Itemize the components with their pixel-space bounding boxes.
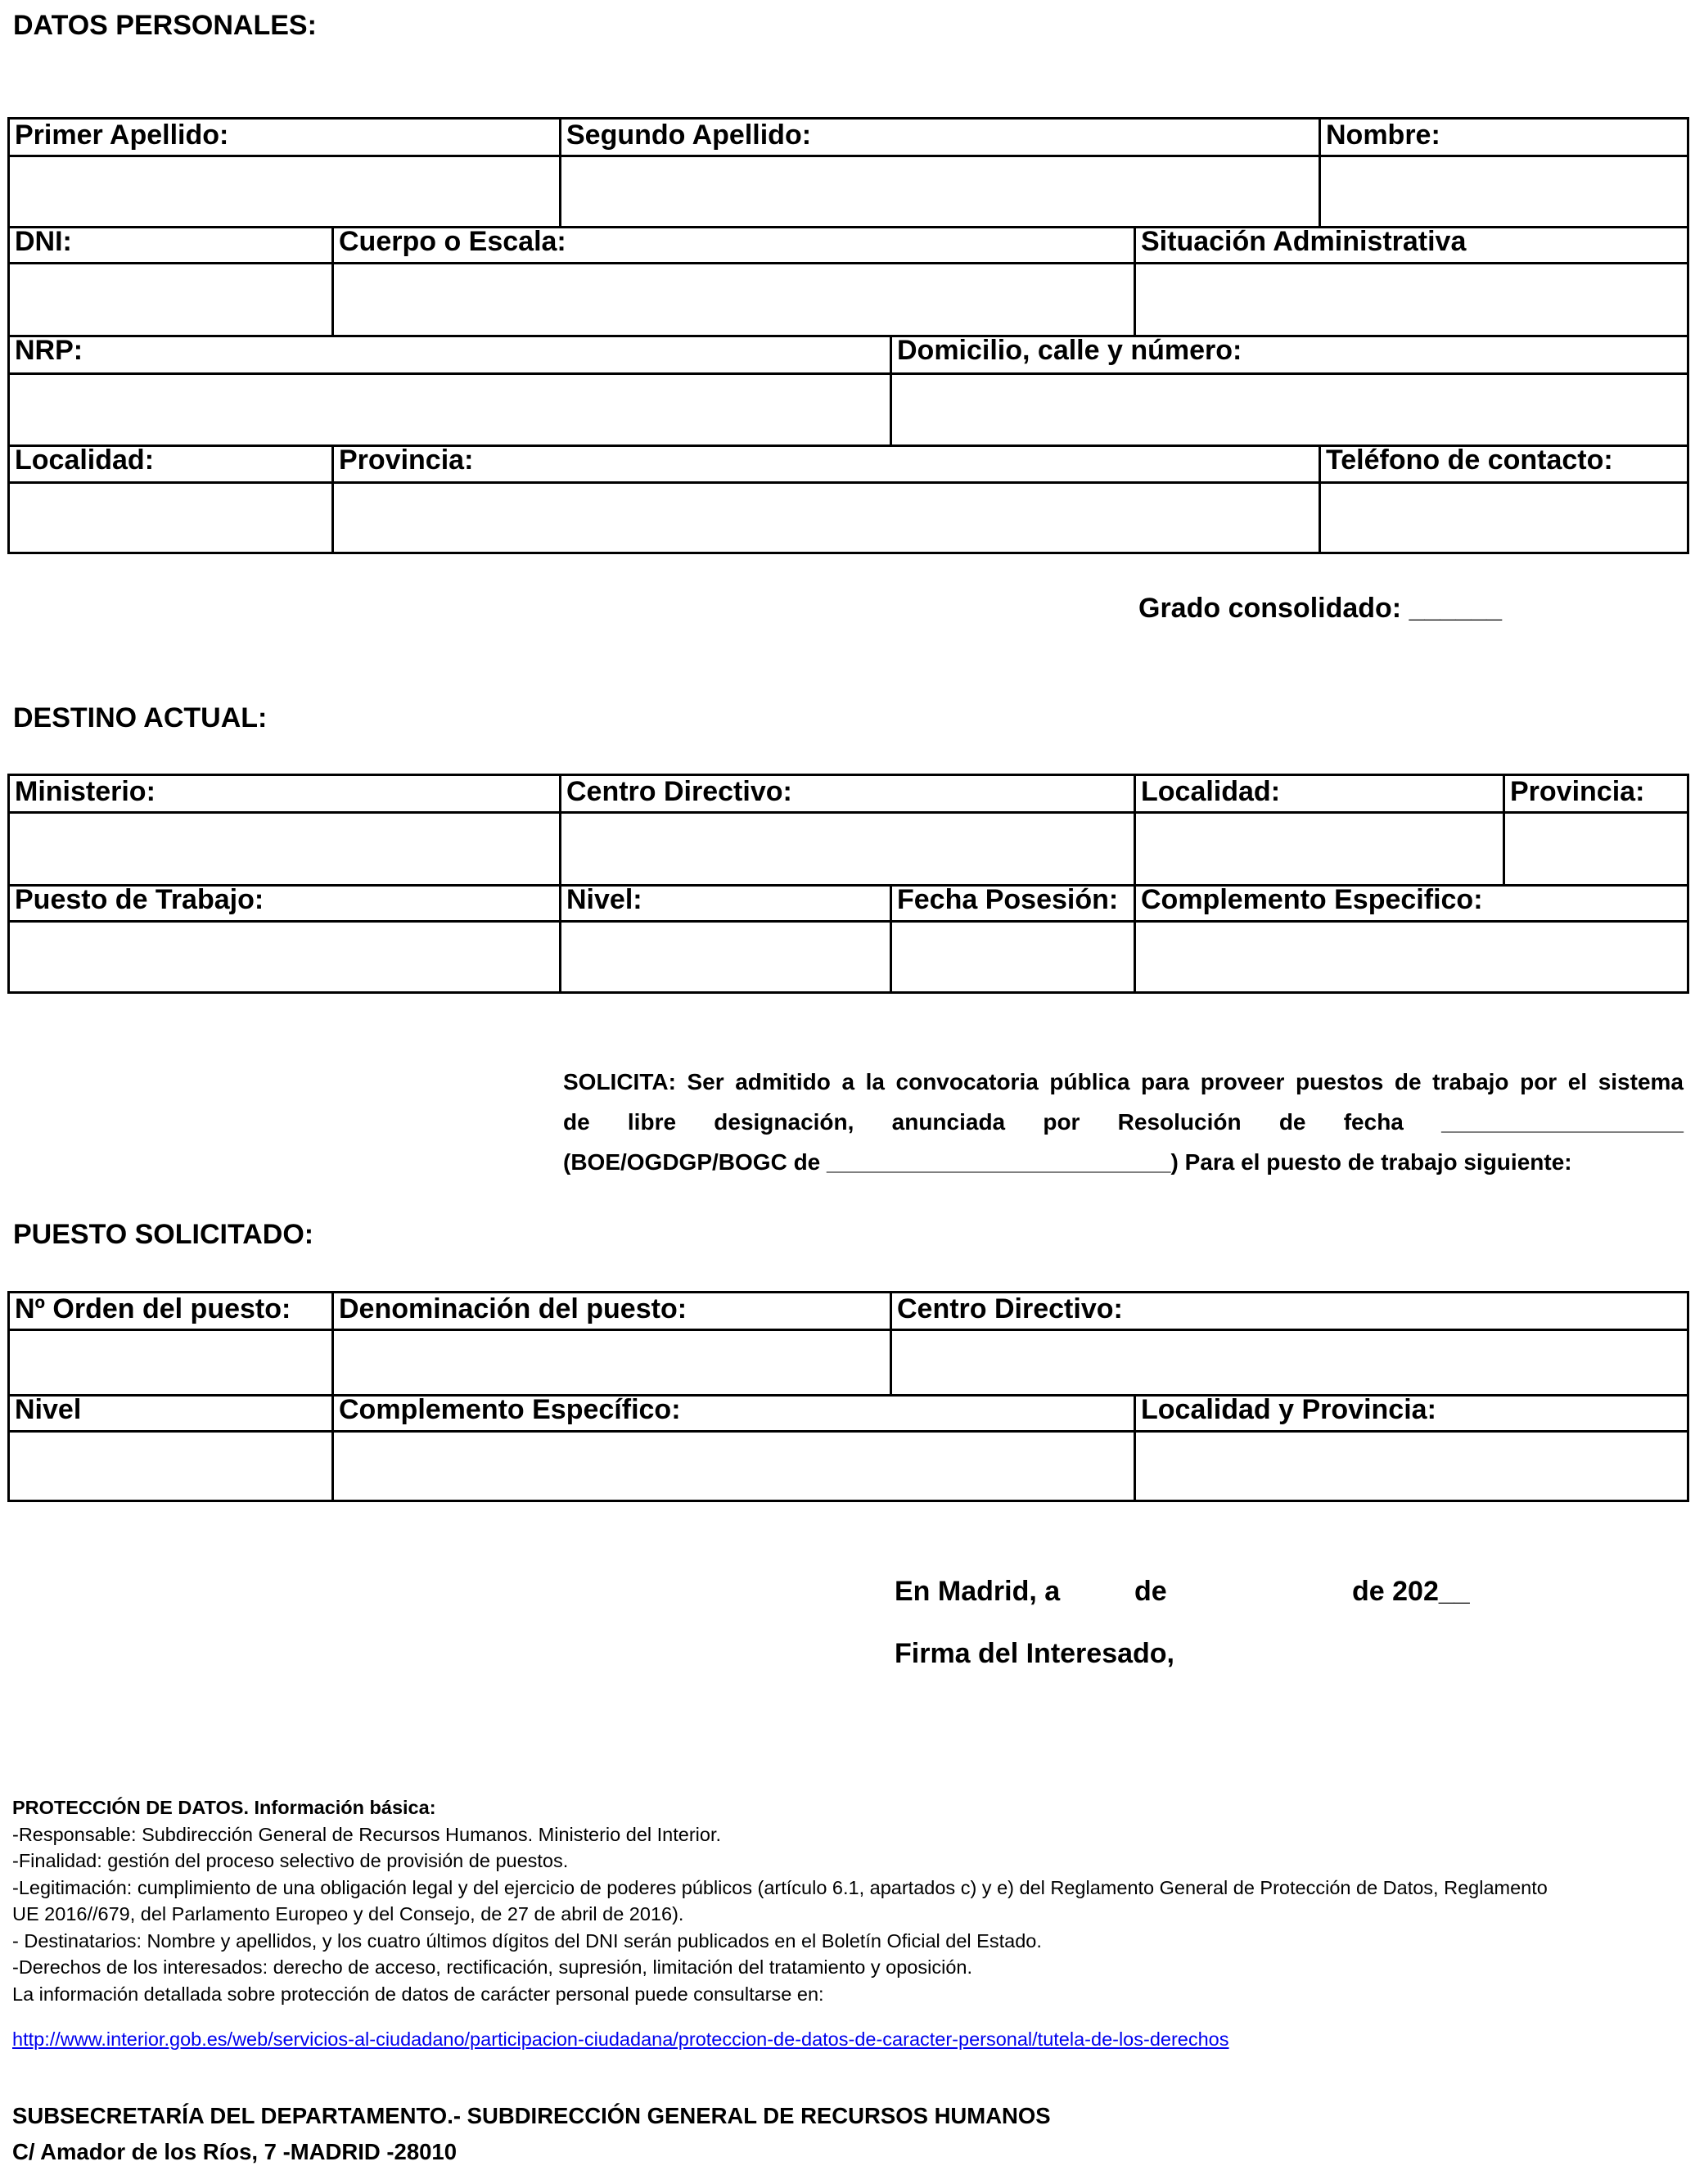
label-localidad-destino: Localidad:	[1141, 776, 1281, 807]
label-denominacion: Denominación del puesto:	[339, 1293, 687, 1324]
field-telefono[interactable]	[1319, 481, 1687, 552]
label-ministerio: Ministerio:	[15, 776, 156, 807]
solicita-line-2	[563, 1102, 1684, 1142]
label-centro-directivo: Centro Directivo:	[566, 776, 792, 807]
field-ministerio[interactable]	[10, 811, 561, 884]
label-telefono: Teléfono de contacto:	[1326, 444, 1613, 476]
en-madrid: En Madrid, a	[895, 1576, 1061, 1607]
label-segundo-apellido: Segundo Apellido:	[566, 120, 812, 151]
field-situacion-administrativa[interactable]	[1134, 262, 1687, 335]
field-centro-directivo[interactable]	[559, 811, 1136, 884]
field-provincia[interactable]	[331, 481, 1321, 552]
label-localidad: Localidad:	[15, 444, 155, 476]
field-domicilio[interactable]	[890, 372, 1687, 444]
label-dni: DNI:	[15, 226, 72, 257]
privacy-line: -Legitimación: cumplimiento de una obligación legal y del ejercicio de poderes públicos (artículo 6.1, apartados c) y e) del Reglamento General de Protección de Datos, Reglamento	[12, 1876, 1548, 1898]
firma-interesado: Firma del Interesado,	[895, 1638, 1174, 1669]
solicita-paragraph	[563, 1062, 1684, 1182]
field-localidad[interactable]	[10, 481, 334, 552]
word: por	[1043, 1109, 1080, 1135]
field-dni[interactable]	[10, 262, 334, 335]
label-cuerpo-escala: Cuerpo o Escala:	[339, 226, 566, 257]
label-provincia: Provincia:	[339, 444, 474, 476]
label-domicilio: Domicilio, calle y número:	[897, 335, 1242, 366]
label-nrp: NRP:	[15, 335, 83, 366]
field-segundo-apellido[interactable]	[559, 155, 1329, 226]
label-provincia-destino: Provincia:	[1510, 776, 1645, 807]
field-nivel-puesto[interactable]	[10, 1430, 334, 1500]
privacy-line: -Derechos de los interesados: derecho de acceso, rectificación, supresión, limitación del tratamiento y oposición.	[12, 1956, 972, 1978]
label-nombre: Nombre:	[1326, 120, 1440, 151]
privacy-line: - Destinatarios: Nombre y apellidos, y los cuatro últimos dígitos del DNI serán publicados en el Boletín Oficial del Estado.	[12, 1929, 1042, 1952]
label-puesto-trabajo: Puesto de Trabajo:	[15, 884, 264, 915]
word: de	[563, 1109, 590, 1135]
label-nivel: Nivel:	[566, 884, 642, 915]
privacy-line: -Responsable: Subdirección General de Recursos Humanos. Ministerio del Interior.	[12, 1823, 722, 1845]
label-primer-apellido: Primer Apellido:	[15, 120, 229, 151]
puesto-solicitado-table	[7, 1291, 1689, 1502]
field-fecha-posesion[interactable]	[890, 920, 1136, 991]
destino-table	[7, 774, 1689, 994]
word: anunciada	[891, 1109, 1006, 1135]
privacy-link[interactable]: http://www.interior.gob.es/web/servicios-al-ciudadano/participacion-ciudadana/proteccion-de-datos-de-caracter-personal/tutela-de-los-derechos	[12, 2028, 1229, 2050]
field-provincia-destino[interactable]	[1503, 811, 1687, 884]
label-localidad-provincia: Localidad y Provincia:	[1141, 1394, 1436, 1425]
field-primer-apellido[interactable]	[10, 155, 561, 226]
field-nrp[interactable]	[10, 372, 892, 444]
word: libre	[627, 1109, 677, 1135]
solicita-line-3: (BOE/OGDGP/BOGC de ___________________________) Para el puesto de trabajo siguiente:	[563, 1149, 1572, 1175]
word: fecha	[1343, 1109, 1404, 1135]
grado-consolidado: Grado consolidado: ______	[1138, 593, 1503, 624]
field-complemento-especifico[interactable]	[1134, 920, 1687, 991]
label-nivel-puesto: Nivel	[15, 1394, 82, 1425]
word: designación,	[714, 1109, 854, 1135]
label-complemento-puesto: Complemento Específico:	[339, 1394, 681, 1425]
footer-address: C/ Amador de los Ríos, 7 -MADRID -28010	[12, 2139, 457, 2164]
date-de-1: de	[1134, 1576, 1167, 1607]
label-fecha-posesion: Fecha Posesión:	[897, 884, 1119, 915]
section-title-destino: DESTINO ACTUAL:	[13, 702, 268, 733]
fecha-blank: ___________________	[1441, 1109, 1684, 1135]
label-centro-directivo-puesto: Centro Directivo:	[897, 1293, 1123, 1324]
field-centro-directivo-puesto[interactable]	[890, 1329, 1687, 1394]
field-complemento-puesto[interactable]	[331, 1430, 1136, 1500]
section-title-puesto: PUESTO SOLICITADO:	[13, 1219, 314, 1250]
field-denominacion[interactable]	[331, 1329, 892, 1394]
word: Resolución	[1117, 1109, 1242, 1135]
date-de-year: de 202__	[1352, 1576, 1470, 1607]
section-title-personal: DATOS PERSONALES:	[13, 10, 317, 41]
field-cuerpo-escala[interactable]	[331, 262, 1134, 335]
label-situacion-administrativa: Situación Administrativa	[1141, 226, 1467, 257]
field-nivel[interactable]	[559, 920, 892, 991]
label-complemento-especifico: Complemento Especifico:	[1141, 884, 1483, 915]
field-puesto-trabajo[interactable]	[10, 920, 561, 991]
field-nombre[interactable]	[1319, 155, 1687, 226]
personal-data-table	[7, 117, 1689, 554]
privacy-notice	[12, 1794, 1548, 2007]
privacy-line: -Finalidad: gestión del proceso selectivo de provisión de puestos.	[12, 1850, 569, 1871]
label-orden-puesto: Nº Orden del puesto:	[15, 1293, 291, 1324]
privacy-line: La información detallada sobre protección de datos de carácter personal puede consultarse en:	[12, 1983, 824, 2005]
field-orden-puesto[interactable]	[10, 1329, 334, 1394]
field-localidad-provincia[interactable]	[1134, 1430, 1687, 1500]
solicita-line-1: SOLICITA: Ser admitido a la convocatoria pública para proveer puestos de trabajo por el sistema	[563, 1069, 1684, 1094]
privacy-title: PROTECCIÓN DE DATOS. Información básica:	[12, 1797, 436, 1818]
field-localidad-destino[interactable]	[1134, 811, 1505, 884]
privacy-line: UE 2016//679, del Parlamento Europeo y del Consejo, de 27 de abril de 2016).	[12, 1903, 684, 1925]
footer-department: SUBSECRETARÍA DEL DEPARTAMENTO.- SUBDIRECCIÓN GENERAL DE RECURSOS HUMANOS	[12, 2103, 1051, 2128]
word: de	[1278, 1109, 1306, 1135]
